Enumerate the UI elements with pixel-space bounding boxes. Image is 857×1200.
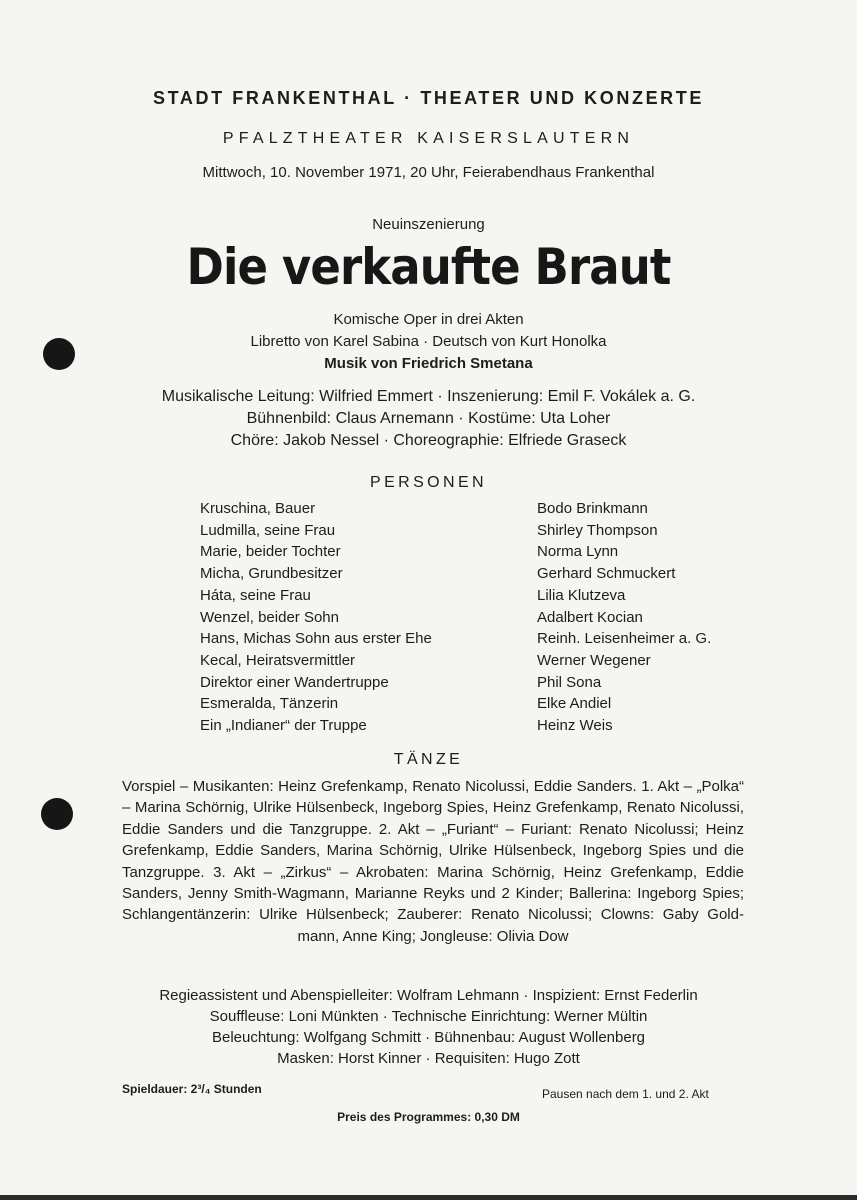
- punch-hole: [41, 798, 73, 830]
- actor-name: Heinz Weis: [537, 717, 613, 734]
- role-name: Direktor einer Wandertruppe: [200, 673, 389, 691]
- role-name: Marie, beider Tochter: [200, 543, 341, 561]
- role-name: Esmeralda, Tänzerin: [200, 695, 339, 713]
- performance-date: Mittwoch, 10. November 1971, 20 Uhr, Feierabendhaus Frankenthal: [202, 164, 655, 181]
- dance-credits: Vorspiel – Musikanten: Heinz Grefenkamp, Renato Nicolussi, Eddie Sanders. 1. Akt – „Polka“ – Marina Schörnig, Ulrike Hülsenbeck, Ingeborg Spies, Heinz Grefenkamp, Renato Nicolussi, Eddie Sanders und die Tanzgruppe. 2. Akt – „Furiant“ – Furiant: Renato Nicolussi; Heinz Grefenkamp, Eddie Sanders, Marina Schörnig, Ulrike Hülsenbeck, Ingeborg Spies und die Tanzgruppe. 3. Akt – „Zirkus“ – Akrobaten: Marina Schörnig, Heinz Grefenkamp, Eddie Sanders, Jenny Smith-Wagmann, Marianne Reyks und 2 Kinder; Ballerina: Ingeborg Spies; Schlangentänzerin: Ulrike Hülsenbeck; Zauberer: Renato Nicolussi; Clowns: Gaby Goldmann, Anne King; Jongleuse: Olivia Dow: [122, 778, 744, 945]
- opera-title: Die verkaufte Braut: [186, 238, 671, 296]
- role-name: Kruschina, Bauer: [200, 500, 316, 517]
- cast-row: [0, 652, 857, 673]
- organizer-heading: STADT FRANKENTHAL · THEATER UND KONZERTE: [153, 88, 704, 108]
- staff-line: Beleuchtung: Wolfgang Schmitt · Bühnenbau: August Wollenberg: [211, 1029, 646, 1046]
- actor-name: Lilia Klutzeva: [537, 586, 626, 604]
- page-bottom-edge: [0, 1195, 857, 1200]
- role-name: Micha, Grundbesitzer: [200, 565, 343, 583]
- cast-row: [0, 522, 857, 543]
- personen-heading: PERSONEN: [370, 474, 487, 491]
- role-name: Ein „Indianer“ der Truppe: [200, 717, 367, 734]
- duration-note: Spieldauer: 2³/₄ Stunden: [122, 1082, 262, 1096]
- role-name: Hans, Michas Sohn aus erster Ehe: [200, 630, 432, 648]
- cast-row: [0, 630, 857, 651]
- program-price: Preis des Programmes: 0,30 DM: [337, 1110, 520, 1124]
- actor-name: Shirley Thompson: [537, 521, 658, 539]
- actor-name: Gerhard Schmuckert: [537, 565, 676, 583]
- cast-row: [0, 609, 857, 630]
- role-name: Háta, seine Frau: [200, 586, 311, 604]
- credit-line: Musikalische Leitung: Wilfried Emmert · Inszenierung: Emil F. Vokálek a. G.: [161, 388, 696, 405]
- company-heading: PFALZTHEATER KAISERSLAUTERN: [222, 130, 635, 147]
- actor-name: Werner Wegener: [537, 651, 651, 669]
- cast-row: [0, 587, 857, 608]
- cast-row: [0, 543, 857, 564]
- staff-line: Masken: Horst Kinner · Requisiten: Hugo Zott: [277, 1050, 580, 1067]
- cast-row: [0, 500, 857, 521]
- staff-line: Regieassistent und Abenspielleiter: Wolfram Lehmann · Inspizient: Ernst Federlin: [159, 987, 698, 1004]
- credit-line: Chöre: Jakob Nessel · Choreographie: Elfriede Graseck: [230, 432, 627, 449]
- cast-row: [0, 565, 857, 586]
- actor-name: Norma Lynn: [537, 543, 619, 561]
- role-name: Ludmilla, seine Frau: [200, 521, 336, 539]
- production-label: Neuinszenierung: [372, 216, 485, 233]
- actor-name: Adalbert Kocian: [537, 608, 643, 626]
- role-name: Wenzel, beider Sohn: [200, 608, 339, 626]
- actor-name: Reinh. Leisenheimer a. G.: [537, 630, 712, 648]
- cast-row: [0, 695, 857, 716]
- role-name: Kecal, Heiratsvermittler: [200, 651, 356, 669]
- intermission-note: Pausen nach dem 1. und 2. Akt: [542, 1087, 709, 1101]
- cast-row: [0, 674, 857, 695]
- composer-credit: Musik von Friedrich Smetana: [324, 355, 533, 372]
- actor-name: Elke Andiel: [537, 695, 612, 713]
- libretto-credit: Libretto von Karel Sabina · Deutsch von Kurt Honolka: [250, 333, 607, 350]
- actor-name: Bodo Brinkmann: [537, 500, 648, 517]
- staff-line: Souffleuse: Loni Münkten · Technische Einrichtung: Werner Mültin: [209, 1008, 648, 1025]
- actor-name: Phil Sona: [537, 673, 602, 691]
- credit-line: Bühnenbild: Claus Arnemann · Kostüme: Uta Loher: [246, 410, 611, 427]
- cast-row: [0, 717, 857, 738]
- taenze-heading: TÄNZE: [393, 751, 464, 768]
- opera-genre: Komische Oper in drei Akten: [333, 311, 524, 328]
